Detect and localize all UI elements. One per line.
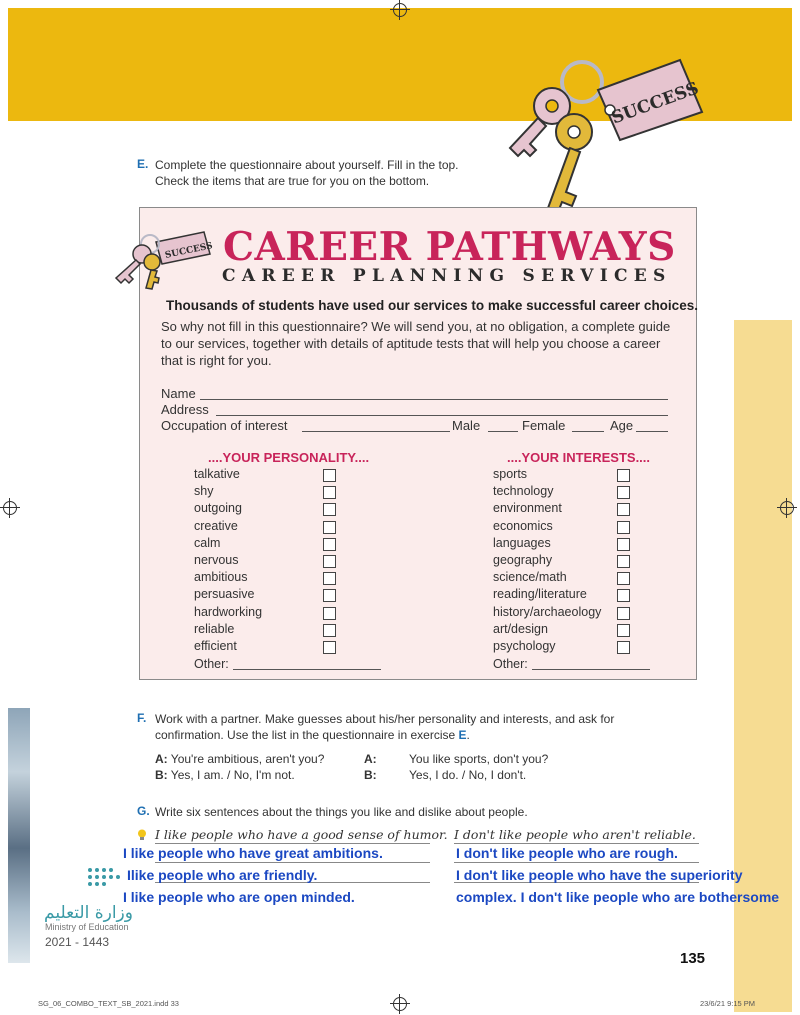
small-success-tag	[156, 232, 214, 264]
interest-item-label: sports	[493, 467, 528, 481]
registration-mark-right	[780, 501, 794, 515]
personality-checkbox[interactable]	[323, 624, 336, 637]
interest-checkbox[interactable]	[617, 641, 630, 654]
exercise-f-ref: E	[458, 728, 467, 742]
female-input-line[interactable]	[572, 431, 604, 432]
interests-heading: ....YOUR INTERESTS....	[507, 450, 651, 465]
keys-illustration	[490, 40, 720, 230]
exercise-f-line-1: Work with a partner. Make guesses about his/her personality and interests, and ask for	[155, 712, 615, 726]
small-success-tag-label: SUCCESS	[164, 241, 214, 261]
personality-other-input-line[interactable]	[233, 669, 381, 670]
interest-checkbox[interactable]	[617, 589, 630, 602]
personality-item-label: reliable	[194, 621, 235, 636]
age-label: Age	[610, 418, 634, 433]
answer-left-2: Ilike people who are friendly.	[127, 867, 318, 883]
footer-date: 23/6/21 9:15 PM	[700, 999, 756, 1008]
exercise-e-line-1: Complete the questionnaire about yourself. Fill in the top.	[155, 158, 459, 172]
exercise-g-text: Write six sentences about the things you like and dislike about people.	[155, 805, 528, 819]
small-keys-illustration	[108, 222, 218, 292]
interest-checkbox[interactable]	[617, 572, 630, 585]
age-input-line[interactable]	[636, 431, 668, 432]
ministry-english-name: Ministry of Education	[45, 922, 129, 932]
footer-file: SG_06_COMBO_TEXT_SB_2021.indd 33	[38, 999, 179, 1008]
personality-checkbox[interactable]	[323, 572, 336, 585]
lightbulb-icon	[137, 829, 147, 842]
personality-item-label: ambitious	[194, 570, 248, 585]
interest-item-label: psychology	[493, 639, 556, 653]
personality-item-label: persuasive	[194, 587, 255, 602]
address-input-line[interactable]	[216, 415, 668, 416]
registration-mark-left	[3, 501, 17, 515]
writing-line-right-1[interactable]	[454, 862, 699, 863]
interest-item-label: technology	[493, 484, 554, 499]
dialog-b1-text: Yes, I am. / No, I'm not.	[170, 768, 295, 782]
dialog-a2-label: A:	[364, 752, 377, 766]
registration-mark-top	[393, 3, 407, 17]
personality-item-label: creative	[194, 518, 238, 533]
occupation-label: Occupation of interest	[161, 418, 288, 433]
interest-item-label: languages	[493, 535, 551, 550]
personality-item-label: talkative	[194, 467, 240, 481]
answer-left-1: I like people who have great ambitions.	[123, 845, 383, 861]
interest-item-label: geography	[493, 553, 553, 567]
exercise-e-letter: E.	[137, 157, 149, 171]
answer-left-3: I like people who are open minded.	[123, 889, 355, 905]
card-subtitle: CAREER PLANNING SERVICES	[222, 266, 672, 286]
success-tag-label: SUCCESS	[608, 78, 702, 129]
personality-checkbox[interactable]	[323, 503, 336, 516]
interests-other-label: Other:	[493, 657, 528, 671]
personality-checkbox[interactable]	[323, 538, 336, 551]
dialog-b2-text: Yes, I do. / No, I don't.	[409, 768, 527, 782]
interest-checkbox[interactable]	[617, 521, 630, 534]
ministry-arabic-name: وزارة التعليم	[44, 903, 133, 923]
exercise-f-period: .	[466, 728, 470, 742]
card-intro: So why not fill in this questionnaire? We will send you, at no obligation, a complete guide to our services, together with details of aptitude tests that will help you choose a career that is right for you.	[161, 319, 671, 368]
personality-checkbox[interactable]	[323, 641, 336, 654]
name-label: Name	[161, 386, 196, 401]
interest-checkbox[interactable]	[617, 503, 630, 516]
male-input-line[interactable]	[488, 431, 518, 432]
exercise-g-letter: G.	[137, 804, 150, 818]
answer-right-2: I don't like people who have the superiority complex. I don't like people who are bothersome	[456, 867, 780, 905]
personality-checkbox[interactable]	[323, 555, 336, 568]
exercise-e-line-2: Check the items that are true for you on the bottom.	[155, 174, 430, 188]
personality-item-label: calm	[194, 535, 221, 550]
occupation-input-line[interactable]	[302, 431, 450, 432]
interest-checkbox[interactable]	[617, 607, 630, 620]
example-dislike: I don't like people who aren't reliable.	[454, 827, 696, 842]
interest-item-label: economics	[493, 518, 553, 533]
dialog-b2-label: B:	[364, 768, 377, 782]
interest-item-label: art/design	[493, 621, 548, 636]
personality-checkbox[interactable]	[323, 589, 336, 602]
writing-line-right-0	[454, 843, 699, 844]
address-label: Address	[161, 402, 209, 417]
interest-checkbox[interactable]	[617, 538, 630, 551]
dialog-a-label: A:	[155, 752, 168, 766]
dialog-b-label: B:	[155, 768, 168, 782]
interest-item-label: science/math	[493, 570, 567, 585]
exercise-f-line-2-text: confirmation. Use the list in the questionnaire in exercise	[155, 728, 456, 742]
interest-item-label: history/archaeology	[493, 604, 602, 619]
registration-mark-bottom	[393, 997, 407, 1011]
interest-checkbox[interactable]	[617, 555, 630, 568]
ministry-year: 2021 - 1443	[45, 935, 110, 949]
personality-checkbox[interactable]	[323, 469, 336, 482]
personality-item-label: hardworking	[194, 604, 263, 619]
interest-item-label: environment	[493, 501, 562, 516]
small-key-icon	[116, 235, 160, 289]
exercise-f-line-2	[155, 727, 470, 743]
personality-item-label: nervous	[194, 553, 239, 567]
personality-item-label: efficient	[194, 639, 237, 653]
interest-checkbox[interactable]	[617, 486, 630, 499]
ministry-dots-icon	[86, 866, 122, 892]
interest-item-label: reading/literature	[493, 587, 587, 602]
interests-other-input-line[interactable]	[532, 669, 650, 670]
card-title: CAREER PATHWAYS	[223, 224, 676, 270]
success-tag	[598, 60, 702, 140]
exercise-f-letter: F.	[137, 711, 147, 725]
page-number: 135	[680, 950, 706, 967]
personality-checkbox[interactable]	[323, 486, 336, 499]
female-label: Female	[522, 418, 566, 433]
side-band	[734, 320, 792, 1012]
dialog-a1-text: You're ambitious, aren't you?	[170, 752, 325, 766]
edge-photo	[8, 708, 30, 963]
personality-other-label: Other:	[194, 657, 229, 671]
writing-line-left-0	[155, 843, 430, 844]
personality-checkbox[interactable]	[323, 607, 336, 620]
interest-checkbox[interactable]	[617, 469, 630, 482]
dialog-a1	[155, 752, 324, 766]
personality-item-label: shy	[194, 484, 214, 499]
answer-right-1: I don't like people who are rough.	[456, 845, 678, 861]
personality-item-label: outgoing	[194, 501, 242, 516]
name-input-line[interactable]	[200, 399, 668, 400]
personality-heading: ....YOUR PERSONALITY....	[208, 450, 370, 465]
interest-checkbox[interactable]	[617, 624, 630, 637]
dialog-b1	[155, 768, 295, 782]
male-label: Male	[452, 418, 481, 433]
writing-line-left-1[interactable]	[155, 862, 430, 863]
example-like: I like people who have a good sense of humor.	[155, 827, 448, 842]
dialog-a2-text: You like sports, don't you?	[409, 752, 549, 766]
card-tagline: Thousands of students have used our services to make successful career choices.	[166, 298, 698, 313]
gold-key-icon	[548, 114, 592, 212]
personality-checkbox[interactable]	[323, 521, 336, 534]
